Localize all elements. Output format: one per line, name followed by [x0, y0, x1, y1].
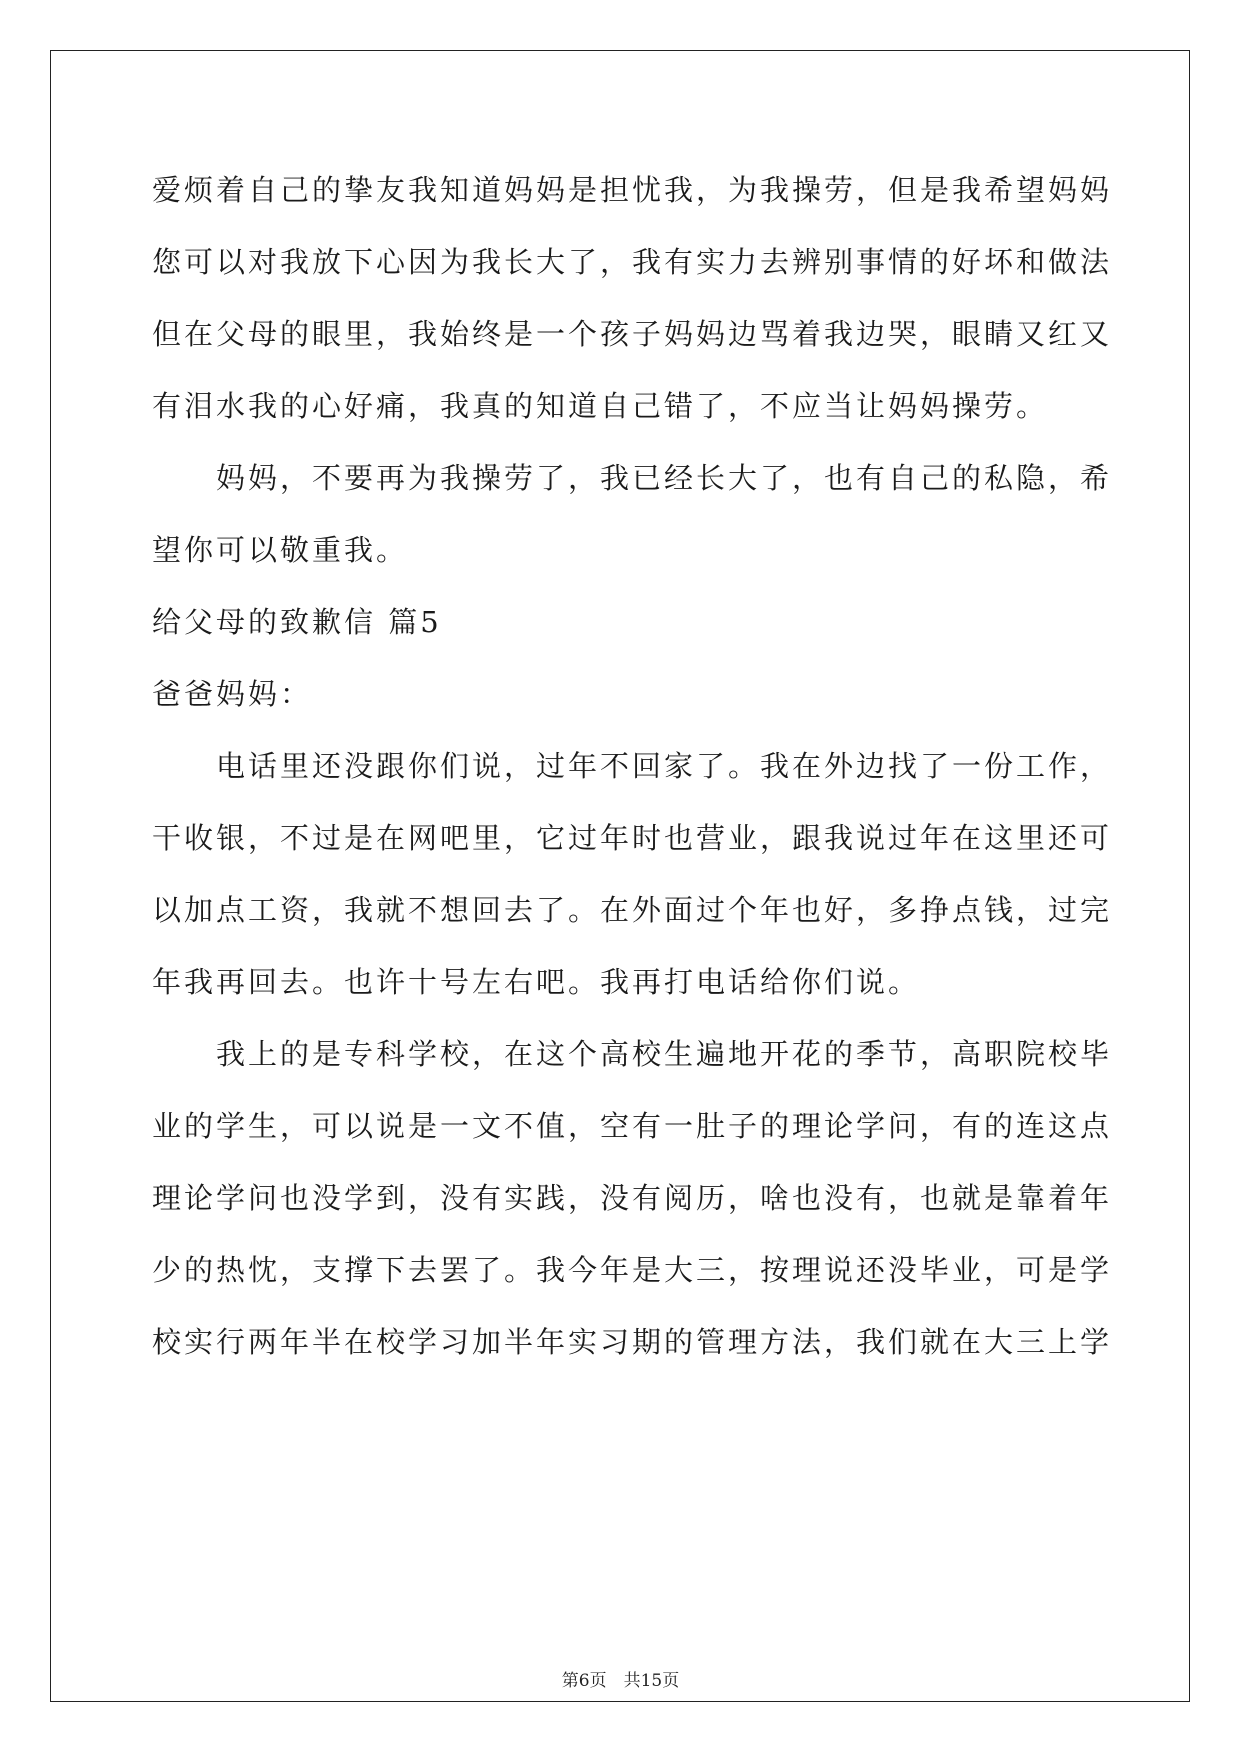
text-line: 但在父母的眼里，我始终是一个孩子妈妈边骂着我边哭，眼睛又红又: [152, 317, 1113, 351]
text-line: 我上的是专科学校，在这个高校生遍地开花的季节，高职院校毕: [152, 1037, 1113, 1071]
text-line: 您可以对我放下心因为我长大了，我有实力去辨别事情的好坏和做法: [152, 245, 1113, 279]
text-line: 爱烦着自己的挚友我知道妈妈是担忧我，为我操劳，但是我希望妈妈: [152, 173, 1113, 207]
text-line: 以加点工资，我就不想回去了。在外面过个年也好，多挣点钱，过完: [152, 893, 1113, 927]
text-line: 年我再回去。也许十号左右吧。我再打电话给你们说。: [152, 965, 921, 999]
text-line: 校实行两年半在校学习加半年实习期的管理方法，我们就在大三上学: [152, 1325, 1113, 1359]
text-line: 望你可以敬重我。: [152, 533, 409, 567]
text-line: 少的热忱，支撑下去罢了。我今年是大三，按理说还没毕业，可是学: [152, 1253, 1113, 1287]
page-border: [50, 50, 1190, 1702]
text-line: 理论学问也没学到，没有实践，没有阅历，啥也没有，也就是靠着年: [152, 1181, 1113, 1215]
text-line: 干收银，不过是在网吧里，它过年时也营业，跟我说过年在这里还可: [152, 821, 1113, 855]
section-heading: 给父母的致歉信 篇5: [152, 605, 442, 639]
text-line: 有泪水我的心好痛，我真的知道自己错了，不应当让妈妈操劳。: [152, 389, 1049, 423]
salutation: 爸爸妈妈：: [152, 677, 313, 711]
text-line: 妈妈，不要再为我操劳了，我已经长大了，也有自己的私隐，希: [152, 461, 1113, 495]
text-line: 电话里还没跟你们说，过年不回家了。我在外边找了一份工作，: [152, 749, 1113, 783]
page-number: 第6页 共15页: [561, 1671, 680, 1691]
text-line: 业的学生，可以说是一文不值，空有一肚子的理论学问，有的连这点: [152, 1109, 1113, 1143]
